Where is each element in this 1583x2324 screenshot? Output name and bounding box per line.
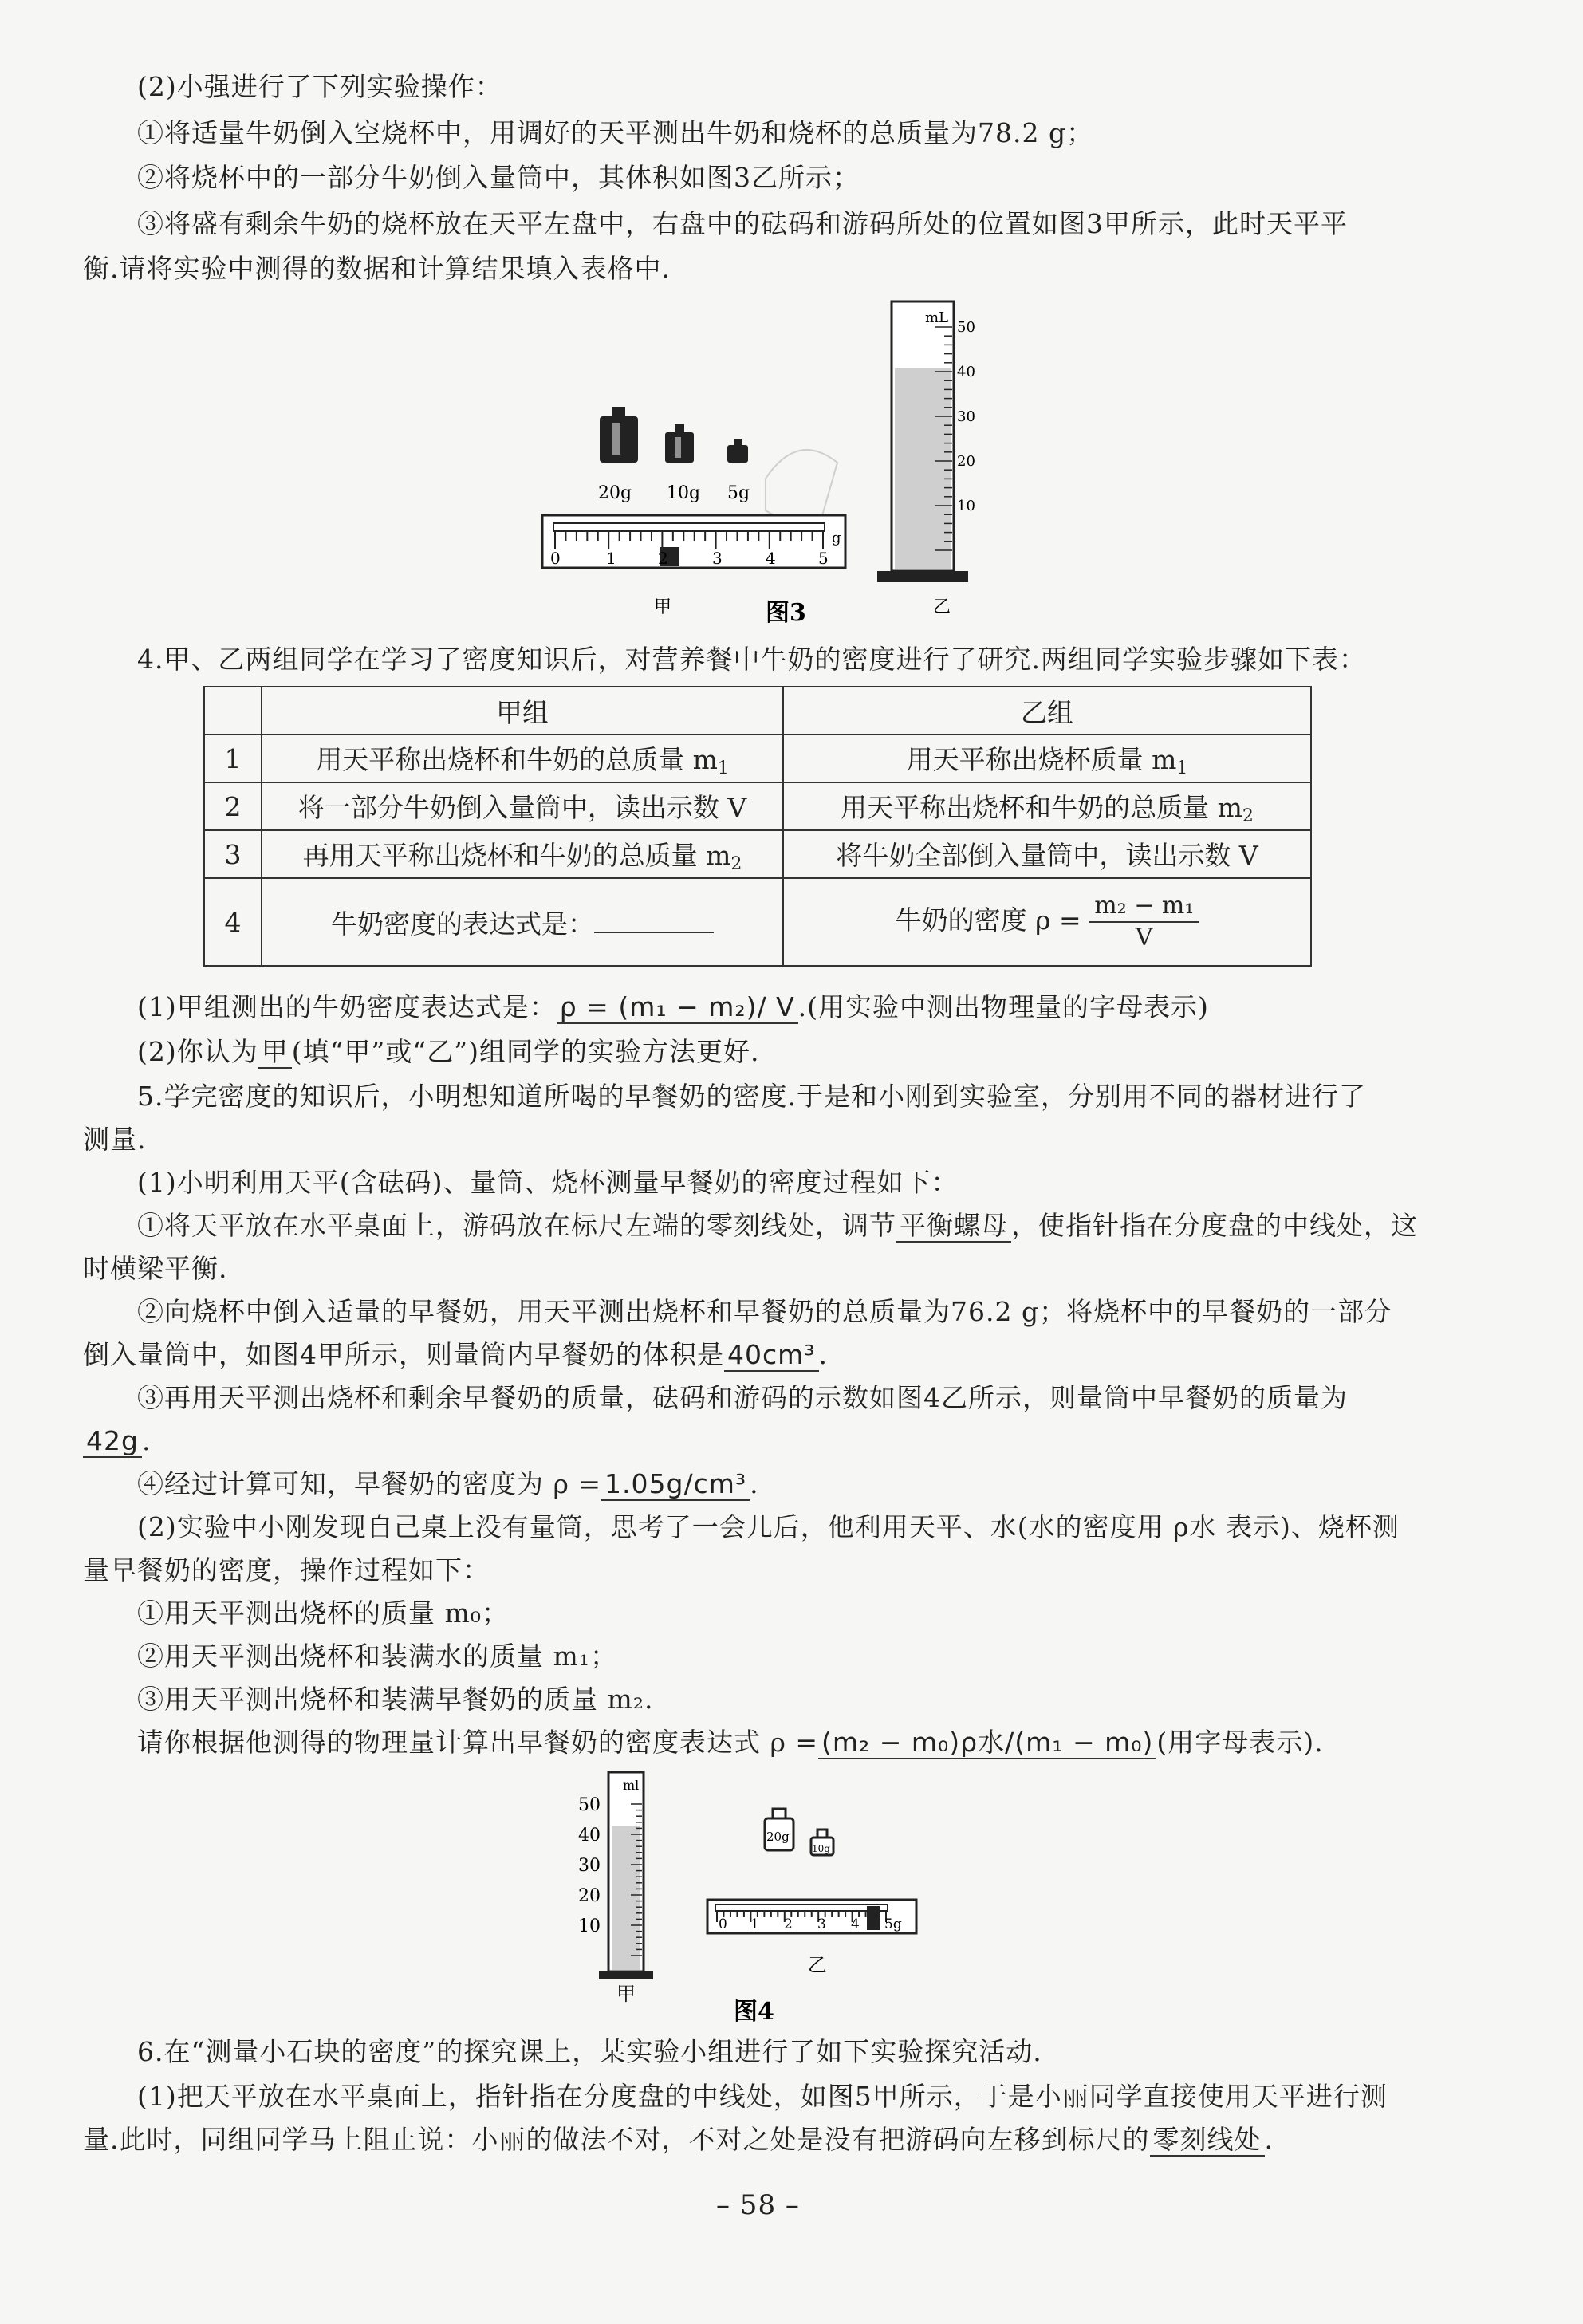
q6-intro: 6.在“测量小石块的密度”的探究课上，某实验小组进行了如下实验探究活动. [137, 2036, 1042, 2067]
scale-tick-label: 5g [884, 1916, 902, 1932]
q5-intro-cont: 测量. [83, 1124, 147, 1155]
cylinder-tick-label: 30 [578, 1856, 601, 1876]
figure-label-yi: 乙 [933, 597, 951, 617]
cylinder-tick-label: 50 [578, 1795, 601, 1815]
answer: 甲 [258, 1036, 292, 1069]
weight-label: 10g [812, 1843, 830, 1854]
q5-step4: ④经过计算可知，早餐奶的密度为 ρ = 1.05g/cm³ . [137, 1468, 759, 1499]
q5-step3: ③再用天平测出烧杯和剩余早餐奶的质量，砝码和游码的示数如图4乙所示，则量筒中早餐奶的质量为 [137, 1382, 1348, 1413]
answer: (m₂ − m₀)ρ水/(m₁ − m₀) [818, 1727, 1156, 1759]
page-number: – 58 – [716, 2189, 800, 2221]
answer: 40cm³ [724, 1339, 819, 1372]
rider-scale [542, 515, 845, 568]
figure-caption: 图3 [766, 599, 806, 627]
cylinder-unit: ml [623, 1778, 640, 1793]
weight-20g [600, 407, 638, 463]
q3-step2: ②将烧杯中的一部分牛奶倒入量筒中，其体积如图3乙所示； [137, 162, 860, 193]
q3-step3-cont: 衡.请将实验中测得的数据和计算结果填入表格中. [83, 253, 671, 284]
q5-step1: ①将天平放在水平桌面上，游码放在标尺左端的零刻线处，调节 平衡螺母 ，使指针指在分度盘的中线处，这 [137, 1210, 1418, 1241]
figure-caption: 图4 [734, 1998, 774, 2026]
q6-sub1-cont: 量.此时，同组同学马上阻止说：小丽的做法不对，不对之处是没有把游码向左移到标尺的 零刻线处 . [83, 2124, 1274, 2155]
weight-label: 20g [766, 1830, 790, 1844]
q5-step1-cont: 时横梁平衡. [83, 1253, 228, 1284]
weight-label: 5g [727, 483, 750, 503]
q5-step2-cont: 倒入量筒中，如图4甲所示，则量筒内早餐奶的体积是 40cm³ . [83, 1339, 829, 1370]
q4-sub1: (1)甲组测出的牛奶密度表达式是： ρ = (m₁ − m₂)/ V .(用实验中测出物理量的字母表示) [137, 991, 1209, 1022]
cylinder-tick-label: 40 [578, 1826, 601, 1845]
table-header-cell: 甲组 [262, 687, 783, 735]
answer: 平衡螺母 [896, 1210, 1011, 1243]
cylinder-tick-label: 10 [957, 498, 975, 514]
q5-sub2-step2: ②用天平测出烧杯和装满水的质量 m₁； [137, 1641, 618, 1672]
q5-sub2: (2)实验中小刚发现自己桌上没有量筒，思考了一会儿后，他利用天平、水(水的密度用 ρ水 表示)、烧杯测 [137, 1511, 1400, 1542]
scale-tick-label: 2 [658, 549, 668, 568]
weight-label: 10g [667, 483, 701, 503]
q3-step1: ①将适量牛奶倒入空烧杯中，用调好的天平测出牛奶和烧杯的总质量为78.2 g； [137, 117, 1094, 148]
graduated-cylinder [877, 301, 968, 582]
q5-step3-cont: 42g . [83, 1423, 151, 1459]
figure-label-yi: 乙 [808, 1954, 827, 1976]
cylinder-tick-label: 20 [578, 1886, 601, 1906]
q4-sub2: (2)你认为 甲 (填“甲”或“乙”)组同学的实验方法更好. [137, 1036, 760, 1067]
scale-tick-label: 3 [712, 549, 723, 568]
answer: ρ = (m₁ − m₂)/ V [557, 991, 798, 1024]
table-header-row [204, 687, 1311, 735]
cylinder-tick-label: 10 [578, 1916, 601, 1936]
figure-label-jia: 甲 [654, 597, 672, 617]
q5-sub1: (1)小明利用天平(含砝码)、量筒、烧杯测量早餐奶的密度过程如下： [137, 1167, 959, 1198]
table-header-cell: 乙组 [783, 687, 1311, 735]
q5-sub2-step1: ①用天平测出烧杯的质量 m₀； [137, 1597, 510, 1629]
table-row: 4 牛奶密度的表达式是： 牛奶的密度 ρ = $\frac{\text{m₂ − m₁}}{V}$ [204, 878, 1311, 966]
scale-tick-label: 0 [719, 1916, 727, 1932]
q3-sub2-heading: (2)小强进行了下列实验操作： [137, 71, 502, 102]
table-row: 2 将一部分牛奶倒入量筒中，读出示数 V 用天平称出烧杯和牛奶的总质量 $m_2$ [204, 782, 1311, 830]
figure-4 [570, 1763, 937, 2026]
cylinder-tick-label: 30 [957, 408, 975, 425]
scale-tick-label: 4 [851, 1916, 860, 1932]
scale-tick-label: 0 [550, 549, 561, 568]
q5-step2: ②向烧杯中倒入适量的早餐奶，用天平测出烧杯和早餐奶的总质量为76.2 g；将烧杯中的早餐奶的一部分 [137, 1296, 1392, 1327]
answer: 零刻线处 [1150, 2124, 1265, 2157]
q5-sub2-step3: ③用天平测出烧杯和装满早餐奶的质量 m₂. [137, 1684, 654, 1715]
q5-sub2-cont: 量早餐奶的密度，操作过程如下： [83, 1554, 490, 1585]
rider [867, 1906, 880, 1930]
q5-sub2-expression: 请你根据他测得的物理量计算出早餐奶的密度表达式 ρ = (m₂ − m₀)ρ水/(m₁ − m₀) (用字母表示). [137, 1727, 1324, 1758]
watermark-stamp [766, 450, 837, 521]
cylinder-tick-label: 40 [957, 364, 975, 380]
density-fraction: $\frac{\text{m₂ − m₁}}{V}$ [1089, 891, 1199, 953]
table-row: 1 用天平称出烧杯和牛奶的总质量 $m_1$ 用天平称出烧杯质量 $m_1$ [204, 735, 1311, 782]
scale-tick-label: 1 [606, 549, 616, 568]
scale-unit: g [832, 530, 841, 546]
weight-label: 20g [598, 483, 632, 503]
figure-3 [526, 279, 1021, 630]
scale-tick-label: 3 [817, 1916, 826, 1932]
scale-tick-label: 2 [784, 1916, 793, 1932]
table-row: 3 再用天平称出烧杯和牛奶的总质量 $m_2$ 将牛奶全部倒入量筒中，读出示数 V [204, 830, 1311, 878]
figure-label-jia: 甲 [616, 1983, 636, 2005]
blank-line [594, 932, 714, 933]
q5-intro: 5.学完密度的知识后，小明想知道所喝的早餐奶的密度.于是和小刚到实验室，分别用不同的器材进行了 [137, 1081, 1366, 1112]
cylinder-tick-label: 20 [957, 453, 975, 470]
answer: 42g [83, 1425, 142, 1458]
cylinder-tick-label: 50 [957, 319, 975, 336]
weight-10g [665, 424, 694, 463]
q3-step3: ③将盛有剩余牛奶的烧杯放在天平左盘中，右盘中的砝码和游码所处的位置如图3甲所示，此时天平平 [137, 208, 1348, 239]
q6-sub1: (1)把天平放在水平桌面上，指针指在分度盘的中线处，如图5甲所示，于是小丽同学直接使用天平进行测 [137, 2081, 1388, 2112]
q4-steps-table [203, 686, 1312, 967]
scale-tick-label: 4 [766, 549, 776, 568]
cylinder-unit: mL [925, 309, 949, 326]
graduated-cylinder [599, 1772, 653, 1979]
weight-5g [727, 439, 748, 463]
answer: 1.05g/cm³ [601, 1468, 750, 1501]
q4-intro: 4.甲、乙两组同学在学习了密度知识后，对营养餐中牛奶的密度进行了研究.两组同学实验步骤如下表： [137, 644, 1366, 675]
scale-tick-label: 1 [750, 1916, 759, 1932]
scale-tick-label: 5 [818, 549, 829, 568]
